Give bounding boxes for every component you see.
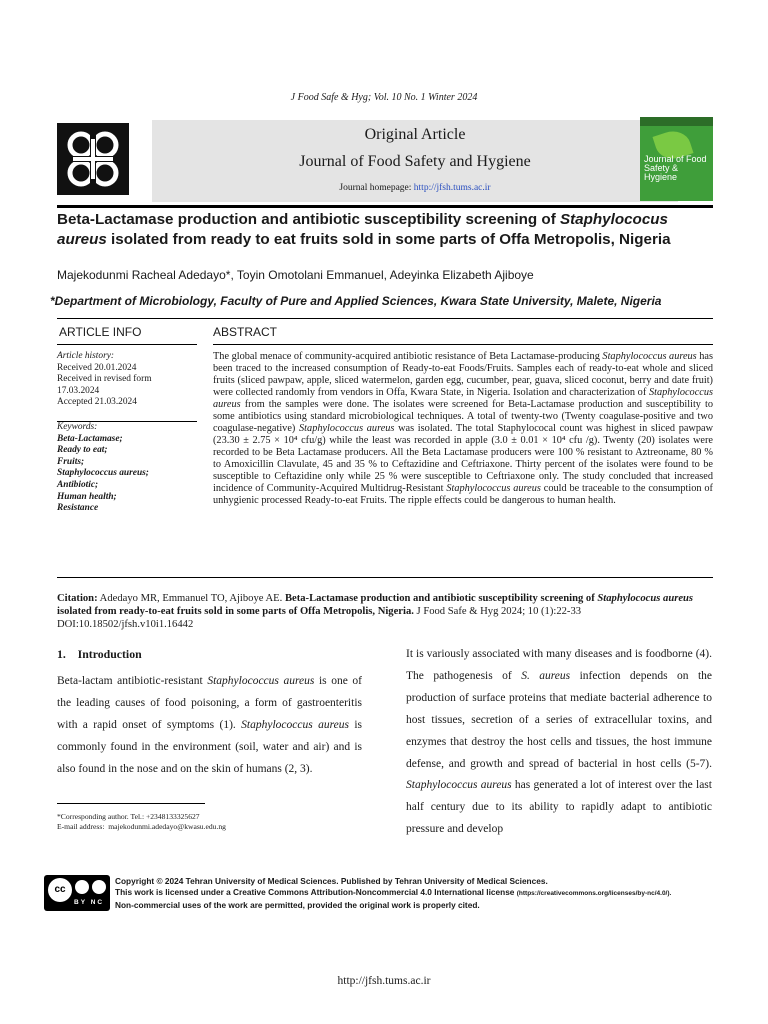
university-logo — [57, 123, 129, 195]
license-text — [115, 876, 671, 911]
journal-cover-image — [640, 117, 713, 201]
homepage-link[interactable]: http://jfsh.tums.ac.ir — [413, 183, 491, 193]
article-type: Original Article — [364, 126, 466, 143]
keyword: Resistance — [57, 503, 99, 514]
license-block — [44, 872, 734, 912]
cc-by-nc-icon: cc BY NC — [44, 875, 110, 911]
journal-homepage — [152, 183, 678, 193]
nc-icon — [92, 880, 106, 894]
accepted-date: Accepted 21.03.2024 — [57, 397, 137, 408]
citation: Citation: Adedayo MR, Emmanuel TO, Ajiboye AE. Beta-Lactamase production and antibiotic susceptibility screening of Staphylococus aureus isolated from ready-to-eat fruits sold in some parts of Offa Metropolis, Nigeria. J Food Safe & Hyg 2024; 10 (1):22-33 DOI:10.18502/jfsh.v10i1.16442 — [57, 593, 694, 630]
usage-line: Non-commercial uses of the work are permitted, provided the original work is properly cited. — [115, 899, 480, 910]
email-address: E-mail address: majekodunmi.adedayo@kwasu.edu.ng — [57, 822, 226, 831]
abstract-rule — [213, 344, 713, 345]
received-date: Received 20.01.2024 — [57, 362, 137, 373]
abstract-text: The global menace of community-acquired antibiotic resistance of Beta Lactamase-producing Staphylococcus aureus has been traced to the increased consumption of Ready-to-eat Foods/Fruits. Samples each of ready-to-eat whole and sliced fruits (sliced pawpaw, apple, sliced watermelon, garden egg, cucumber, pear, guava, sliced coconut, berry and date fruit) were collected randomly from vendors in Offa, Kwara State, in Nigeria. Isolation and characterization of Staphylococcus aureus from the samples were done. The isolates were screened for Beta-Lactamase production and susceptibility to some antibiotics using standard microbiological techniques. A total of twenty-two (Twenty coagulase-positive and two coagulase-negative) Staphylococcus aureus was isolated. The total Staphylococal count was highest in sliced pawpaw (23.30 ± 2.75 × 10⁴ cfu/g) while the least was recorded in apple (3.0 ± 0.01 × 10⁴ cfu /g). Twenty (20) isolates were recorded to be Beta Lactamase producers. All the Beta Lactamase producers were 100 % resistant to Aztreoname, 80 % to Amoxicillin Clavulate, 45 and 35 % to Ceftazidine and Ceftriaxone. Thirty percent of the isolates were found to be susceptible to Ceftazidine only while 25 % were susceptible to Ceftriaxone only. The study concluded that increased incidence of Community-Acquired Multidrug-Resistant Staphylococcus aureus could be traceable to the consumption of unhygienic processed Ready-to-eat Fruits. The ripple effects could be dangerous to human health. — [213, 351, 714, 506]
journal-header — [57, 120, 713, 206]
corresponding-author: *Corresponding author. Tel.: +2348133325627 — [57, 812, 200, 821]
license-line: This work is licensed under a Creative Commons Attribution-Noncommercial 4.0 International license (https://creativecommons.org/licenses/by-nc/4.0/). — [115, 887, 672, 898]
section-rule-top — [57, 318, 713, 319]
keyword: Fruits; — [57, 456, 85, 467]
journal-title-box — [152, 120, 678, 202]
history-label: Article history: — [57, 351, 115, 361]
affiliation: *Department of Microbiology, Faculty of Pure and Applied Sciences, Kwara State University, Malete, Nigeria — [50, 294, 662, 308]
intro-right-column: It is variously associated with many diseases and is foodborne (4). The pathogenesis of S. aureus infection depends on the production of surface proteins that mediate bacterial adherence to host tissues, secretion of a series of extracellular toxins, and enzymes that destroy the host cells and tissues, the host immune defense, and growth and spread of bacterial in host cells (5-7). Staphylococcus aureus has generated a lot of interest over the last half century due to its ability to rapidly adapt to antibiotic pressure and develop — [406, 648, 712, 836]
keywords-label: Keywords: — [57, 421, 98, 432]
article-title: Beta-Lactamase production and antibiotic susceptibility screening of Staphylococus aureus isolated from ready to eat fruits sold in some parts of Offa Metropolis, Nigeria — [57, 211, 671, 248]
person-icon — [75, 880, 89, 894]
keyword: Beta-Lactamase; — [57, 433, 123, 444]
footnote-rule — [57, 803, 205, 804]
author-list: Majekodunmi Racheal Adedayo*, Toyin Omotolani Emmanuel, Adeyinka Elizabeth Ajiboye — [57, 268, 534, 282]
license-url[interactable]: (https://creativecommons.org/licenses/by-nc/4.0/). — [516, 890, 672, 898]
keyword: Human health; — [57, 491, 117, 502]
abstract-heading: ABSTRACT — [213, 325, 278, 339]
introduction-heading: 1. Introduction — [57, 647, 142, 661]
footer-url[interactable]: http://jfsh.tums.ac.ir — [337, 975, 431, 987]
article-info-heading: ARTICLE INFO — [59, 325, 142, 339]
title-rule — [57, 205, 713, 208]
article-info — [57, 351, 197, 515]
intro-left-column: Beta-lactam antibiotic-resistant Staphylococcus aureus is one of the leading causes of food poisoning, a form of gastroenteritis with a rapid onset of symptoms (1). Staphylococcus aureus is commonly found in the environment (soil, water and air) and is also found in the nose and on the skin of humans (2, 3). — [57, 675, 363, 775]
revised-label: Received in revised form — [57, 374, 152, 385]
cover-title: Journal of Food Safety & Hygiene — [644, 154, 707, 182]
revised-date: 17.03.2024 — [57, 385, 100, 396]
homepage-label: Journal homepage: — [339, 183, 412, 193]
keyword: Ready to eat; — [57, 445, 108, 456]
journal-name: Journal of Food Safety and Hygiene — [299, 153, 531, 170]
footnote — [57, 812, 226, 832]
abstract-bottom-rule — [57, 577, 713, 578]
cover-strip — [640, 117, 713, 126]
article-info-rule — [57, 344, 197, 345]
copyright-line: Copyright © 2024 Tehran University of Medical Sciences. Published by Tehran University of Medical Sciences. — [115, 876, 548, 886]
keyword: Antibiotic; — [57, 479, 99, 490]
keyword: Staphylococcus aureus; — [57, 468, 149, 479]
running-head: J Food Safe & Hyg; Vol. 10 No. 1 Winter 2024 — [290, 92, 478, 103]
